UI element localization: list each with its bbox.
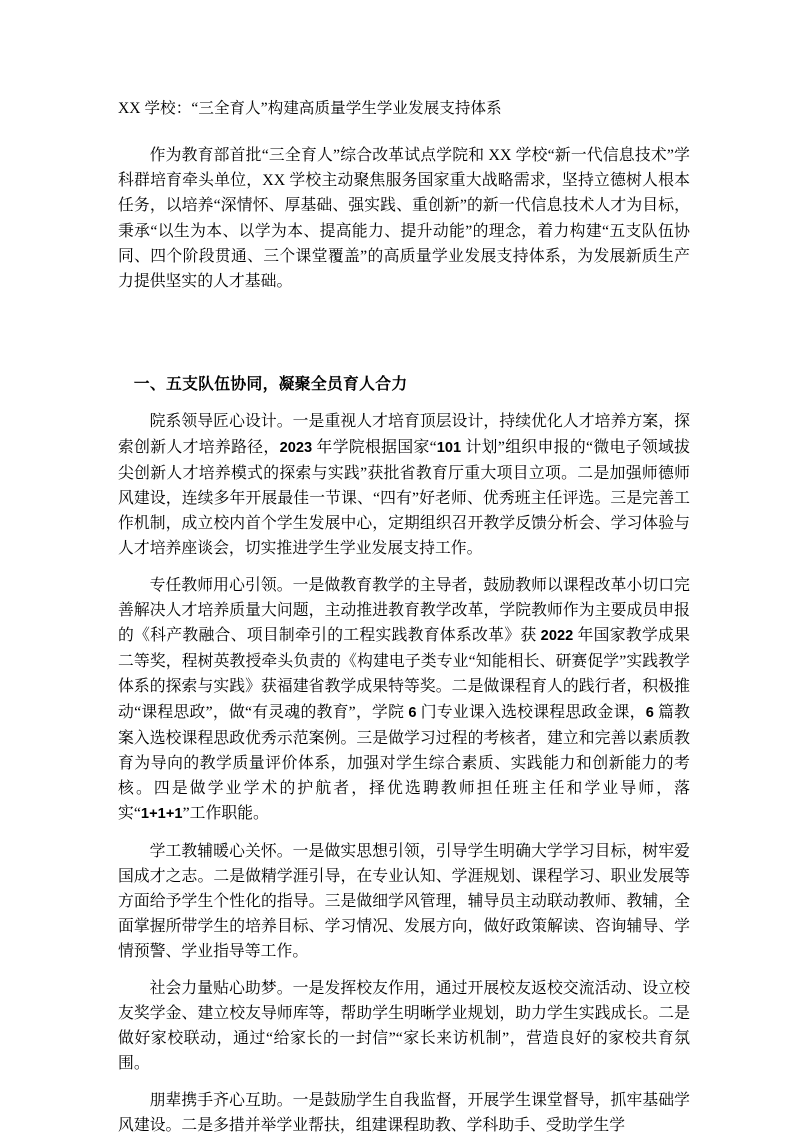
body-paragraph-list [118,409,690,1137]
document-content [118,0,690,1138]
intro-paragraph: 作为教育部首批“三全育人”综合改革试点学院和 XX 学校“新一代信息技术”学科群培育牵头单位，XX 学校主动聚焦服务国家重大战略需求，坚持立德树人根本任务，以培养“深情怀、厚基础、强实践、重创新”的新一代信息技术人才为目标，秉承“以生为本、以学为本、提高能力、提升动能”的理念，着力构建“五支队伍协同、四个阶段贯通、三个课堂覆盖”的高质量学业发展支持体系，为发展新质生产力提供坚实的人才基础。 [118,147,690,291]
body-paragraph-social-forces: 社会力量贴心助梦。一是发挥校友作用，通过开展校友返校交流活动、设立校友奖学金、建立校友导师库等，帮助学生明晰学业规划，助力学生实践成长。二是做好家校联动，通过“给家长的一封信”“家长来访机制”，营造良好的家校共育氛围。 [118,979,690,1073]
page-title: XX 学校：“三全育人”构建高质量学生学业发展支持体系 [118,100,502,117]
emphasis-run: 6 [408,704,417,721]
emphasis-run: 2023 [279,439,313,456]
emphasis-run: 1+1+1 [140,806,183,823]
body-paragraph-leadership: 院系领导匠心设计。一是重视人才培育顶层设计，持续优化人才培养方案，探索创新人才培养路径，2023 年学院根据国家“101 计划”组织申报的“微电子领域拔尖创新人才培养模式的探索与实践”获批省教育厅重大项目立项。二是加强师德师风建设，连续多年开展最佳一节课、“四有”好老师、优秀班主任评选。三是完善工作机制，成立校内首个学生发展中心，定期组织召开教学反馈分析会、学习体验与人才培养座谈会，切实推进学生学业发展支持工作。 [118,413,690,558]
body-paragraph-teachers: 专任教师用心引领。一是做教育教学的主导者，鼓励教师以课程改革小切口完善解决人才培养质量大问题，主动推进教育教学改革，学院教师作为主要成员申报的《科产教融合、项目制牵引的工程实践教育体系改革》获 2022 年国家教学成果二等奖，程树英教授牵头负责的《构建电子类专业“知能相长、研赛促学”实践教学体系的探索与实践》获福建省教学成果特等奖。二是做课程育人的践行者，积极推动“课程思政”，做“有灵魂的教育”，学院 6 门专业课入选校课程思政金课，6 篇教案入选校课程思政优秀示范案例。三是做学习过程的考核者，建立和完善以素质教育为导向的教学质量评价体系，加强对学生综合素质、实践能力和创新能力的考核。四是做学业学术的护航者，择优选聘教师担任班主任和学业导师，落实“1+1+1”工作职能。 [118,576,691,823]
spacer-after-heading [118,397,690,409]
body-paragraph-student-affairs: 学工教辅暖心关怀。一是做实思想引领，引导学生明确大学学习目标，树牢爱国成才之志。二是做精学涯引导，在专业认知、学涯规划、课程学习、职业发展等方面给予学生个性化的指导。三是做细学风管理，辅导员主动联动教师、教辅，全面掌握所带学生的培养目标、学习情况、发展方向，做好政策解读、咨询辅导、学情预警、学业指导等工作。 [118,842,690,961]
spacer-before-heading [118,294,690,372]
emphasis-run: 101 [436,439,462,456]
section-heading: 一、五支队伍协同，凝聚全员育人合力 [133,376,408,394]
body-paragraph-peers: 朋辈携手齐心互助。一是鼓励学生自我监督，开展学生课堂督导，抓牢基础学风建设。二是多措并举学业帮扶，组建课程助教、学科助手、受助学生学 [118,1091,690,1134]
emphasis-run: 2022 [540,628,574,645]
emphasis-run: 6 [645,704,654,721]
